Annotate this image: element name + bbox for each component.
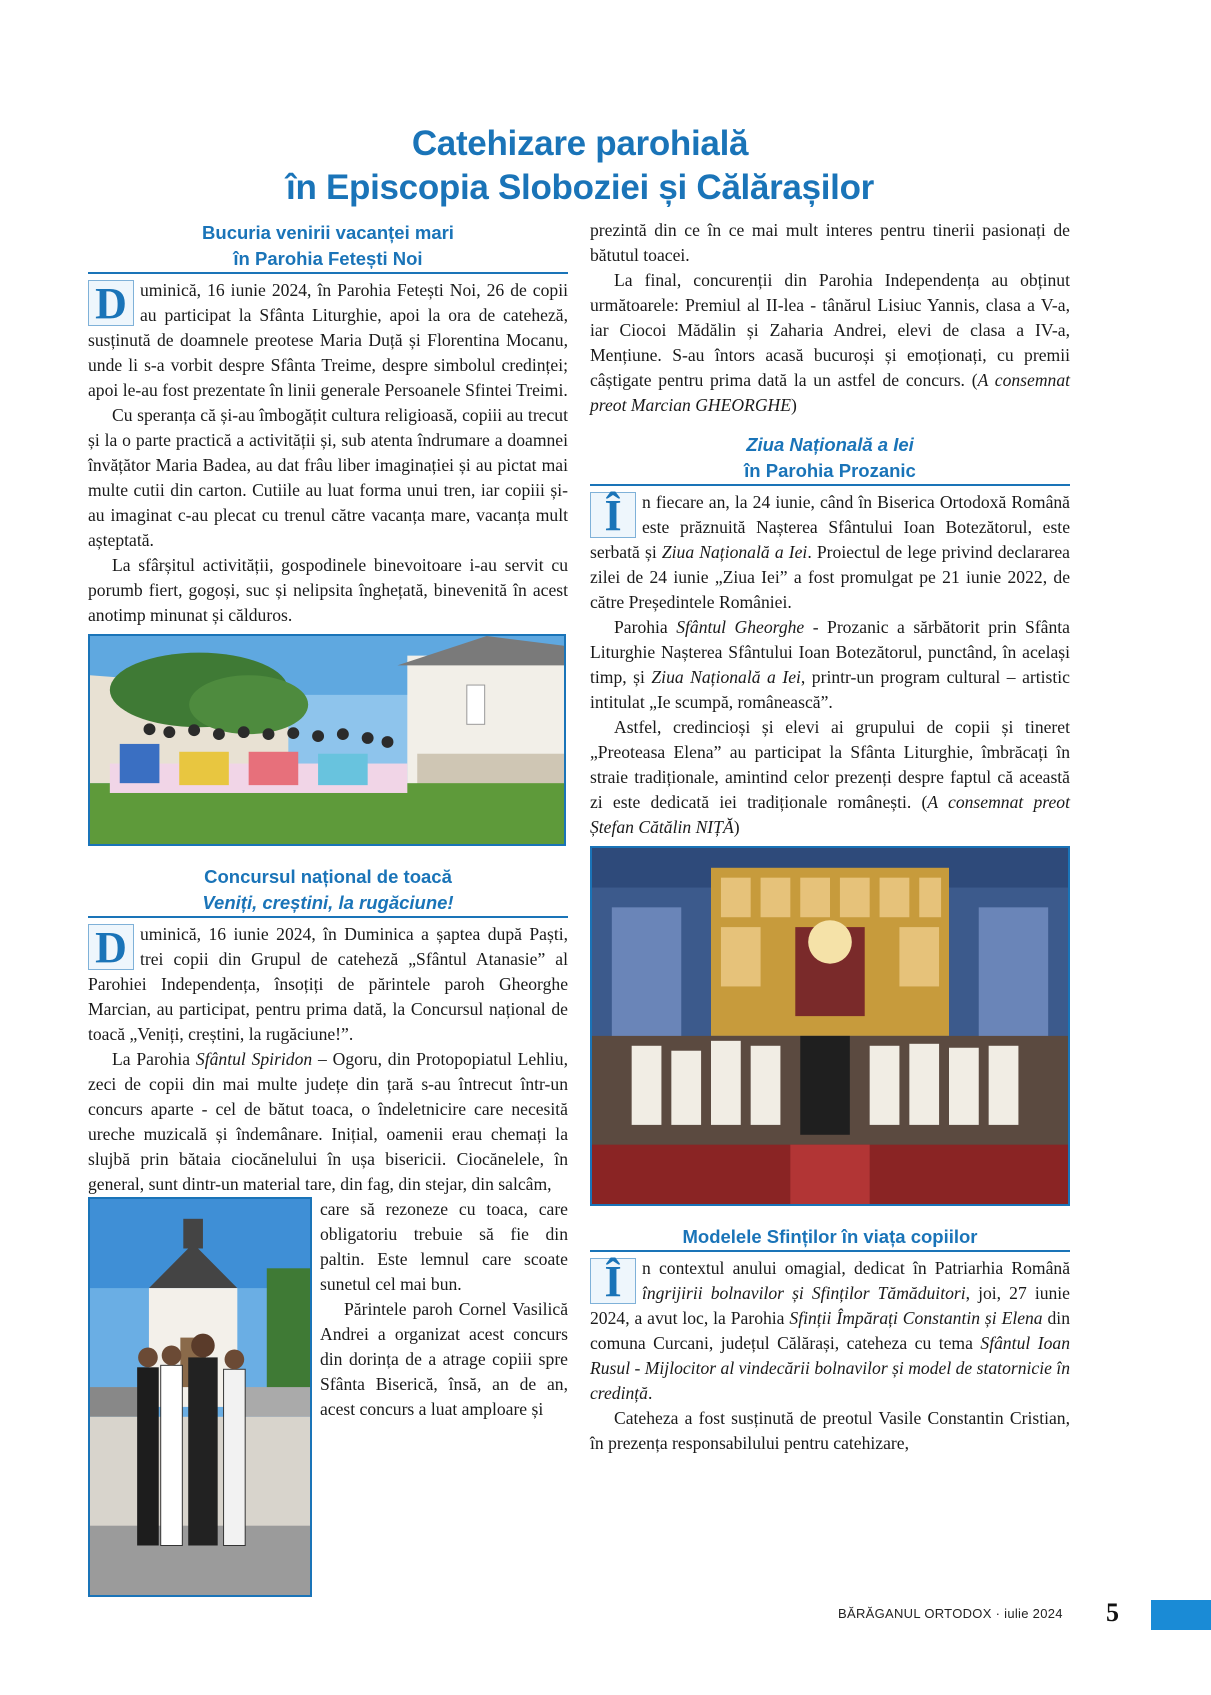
article2-heading-line1: Concursul național de toacă	[204, 866, 452, 887]
article1-paragraph-2: Cu speranța că și-au îmbogățit cultura religioasă, copiii au trecut și la o parte practică a activității și, sub atenta îndrumare a doamnei învățător Maria Badea, au dat frâu liber imaginației și au pictat mai multe cutii din carton. Cutiile au luat forma unui tren, iar copiii și-au imaginat c-au plecat cu trenul către vacanța mare, vacanța mult așteptată.	[88, 405, 568, 550]
title-line-1: Catehizare parohială	[411, 124, 749, 163]
article4-paragraph-2: Cateheza a fost susținută de preotul Vasile Constantin Cristian, în prezența responsabilului pentru catehizare,	[590, 1408, 1070, 1453]
photo-wrap-block	[88, 1197, 568, 1422]
article3-paragraph-3: Astfel, credincioși și elevi ai grupului de copii și tineret „Preoteasa Elena” au participat la Sfânta Liturghie, îmbrăcați în straie tradiționale, amintind celor prezenți despre faptul că această zi este dedicată iei tradiționale românești. (A consemnat preot Ștefan Cătălin NIȚĂ)	[590, 717, 1070, 837]
article2-paragraph-5: La final, concurenții din Parohia Independența au obținut următoarele: Premiul al II-lea - tânărul Lisiuc Yannis, clasa a V-a, iar Ciocoi Mădălin și Zaharia Andrei, elevi de clasa a IV-a, Mențiune. S-au întors acasă bucuroși și emoționați, cu premii câștigate pentru prima dată la un astfel de concurs. (A consemnat preot Marcian GHEORGHE)	[590, 270, 1071, 415]
article1-paragraph-1: D uminică, 16 iunie 2024, în Parohia Fetești Noi, 26 de copii au participat la Sfânta Liturghie, apoi la ora de cateheză, susținută de doamnele preotese Maria Duță și Florentina Mocanu, unde li s-a vorbit despre Sfânta Treime, despre simbolul credinței; apoi le-au fost prezentate în linii generale Persoanele Sfintei Treimi.	[88, 279, 568, 400]
dropcap-letter: Î	[590, 492, 636, 538]
article3-paragraph-2: Parohia Sfântul Gheorghe - Prozanic a sărbătorit prin Sfânta Liturghie Nașterea Sfântului Ioan Botezătorul, punctând, în același timp, și Ziua Națională a Iei, printr-un program cultural – artistic intitulat „Ie scumpă, românească”.	[590, 617, 1070, 712]
article1-heading-line1: Bucuria venirii vacanței mari	[202, 222, 454, 243]
article3-heading-line1: Ziua Națională a Iei	[746, 434, 914, 455]
article2-paragraph-2: La Parohia Sfântul Spiridon – Ogoru, din Protopopiatul Lehliu, zeci de copii din mai multe județe din țară s-au întrecut într-un concurs aparte - cel de bătut toaca, o îndeletnicire care necesită ureche muzicală și îndemânare. Inițial, oamenii erau chemați la slujbă prin bătaia ciocănelului în ușa bisericii. Ciocănelele, în general, sunt dintr-un material tare, din fag, din stejar, din salcâm,	[88, 1049, 568, 1194]
article4-paragraph-1: Î n contextul anului omagial, dedicat în Patriarhia Română îngrijirii bolnavilor și Sfinților Tămăduitori, joi, 27 iunie 2024, a avut loc, la Parohia Sfinții Împărați Constantin și Elena din comuna Curcani, județul Călărași, cateheza cu tema Sfântul Ioan Rusul - Mijlocitor al vindecării bolnavilor și model de statornicie în credință.	[590, 1257, 1070, 1403]
photo-children-train	[88, 634, 566, 846]
article2-paragraph-2-cont: care să rezoneze cu toaca, care obligatoriu trebuie să fie din paltin. Este lemnul care scoate sunetul cel mai bun.	[320, 1199, 568, 1294]
publication-name: BĂRĂGANUL ORTODOX · iulie 2024	[838, 1606, 1063, 1621]
article2-heading-line2: Veniți, creștini, la rugăciune!	[202, 892, 454, 913]
dropcap-letter: D	[88, 280, 134, 326]
page-number: 5	[1106, 1598, 1119, 1627]
left-column	[88, 220, 568, 1422]
article2-paragraph-1: D uminică, 16 iunie 2024, în Duminica a șaptea după Paști, trei copii din Grupul de cateheză „Sfântul Atanasie” al Parohiei Independența, însoțiți de părintele paroh Gheorghe Marcian, au participat, pentru prima dată, la Concursul național de toacă „Veniți, creștini, la rugăciune!”.	[88, 923, 568, 1044]
article2-paragraph-3: Părintele paroh Cornel Vasilică Andrei a organizat acest concurs din dorința de a atrage copiii spre Sfânta Biserică, însă, an de an, acest concurs a luat amploare și	[320, 1299, 568, 1419]
article1-heading-line2: în Parohia Fetești Noi	[233, 248, 423, 269]
article2-heading	[88, 864, 568, 918]
photo-church-interior-group	[590, 846, 1070, 1206]
article2-paragraph-4: prezintă din ce în ce mai mult interes pentru tinerii pasionați de bătutul toacei.	[590, 220, 1070, 265]
right-column	[590, 218, 1070, 1456]
page-title	[0, 122, 1160, 210]
photo-church-group	[88, 1197, 312, 1597]
article3-heading-line2: în Parohia Prozanic	[744, 460, 916, 481]
article1-heading	[88, 220, 568, 274]
dropcap-letter: Î	[590, 1258, 636, 1304]
article4-heading: Modelele Sfinților în viața copiilor	[590, 1224, 1070, 1252]
article3-heading	[590, 432, 1070, 486]
title-line-2: în Episcopia Sloboziei și Călărașilor	[286, 168, 874, 207]
article1-paragraph-3: La sfârșitul activității, gospodinele binevoitoare i-au servit cu porumb fiert, gogoși, suc și nelipsita înghețată, binevenită în acest anotimp minunat și călduros.	[88, 555, 568, 625]
page-tab-bar	[1151, 1600, 1211, 1630]
article3-paragraph-1: Î n fiecare an, la 24 iunie, când în Biserica Ortodoxă Română este prăznuită Nașterea Sfântului Ioan Botezătorul, este serbată și Ziua Națională a Iei. Proiectul de lege privind declararea zilei de 24 iunie „Ziua Iei” a fost promulgat pe 21 iunie 2022, de către Președintele României.	[590, 491, 1070, 612]
dropcap-letter: D	[88, 924, 134, 970]
